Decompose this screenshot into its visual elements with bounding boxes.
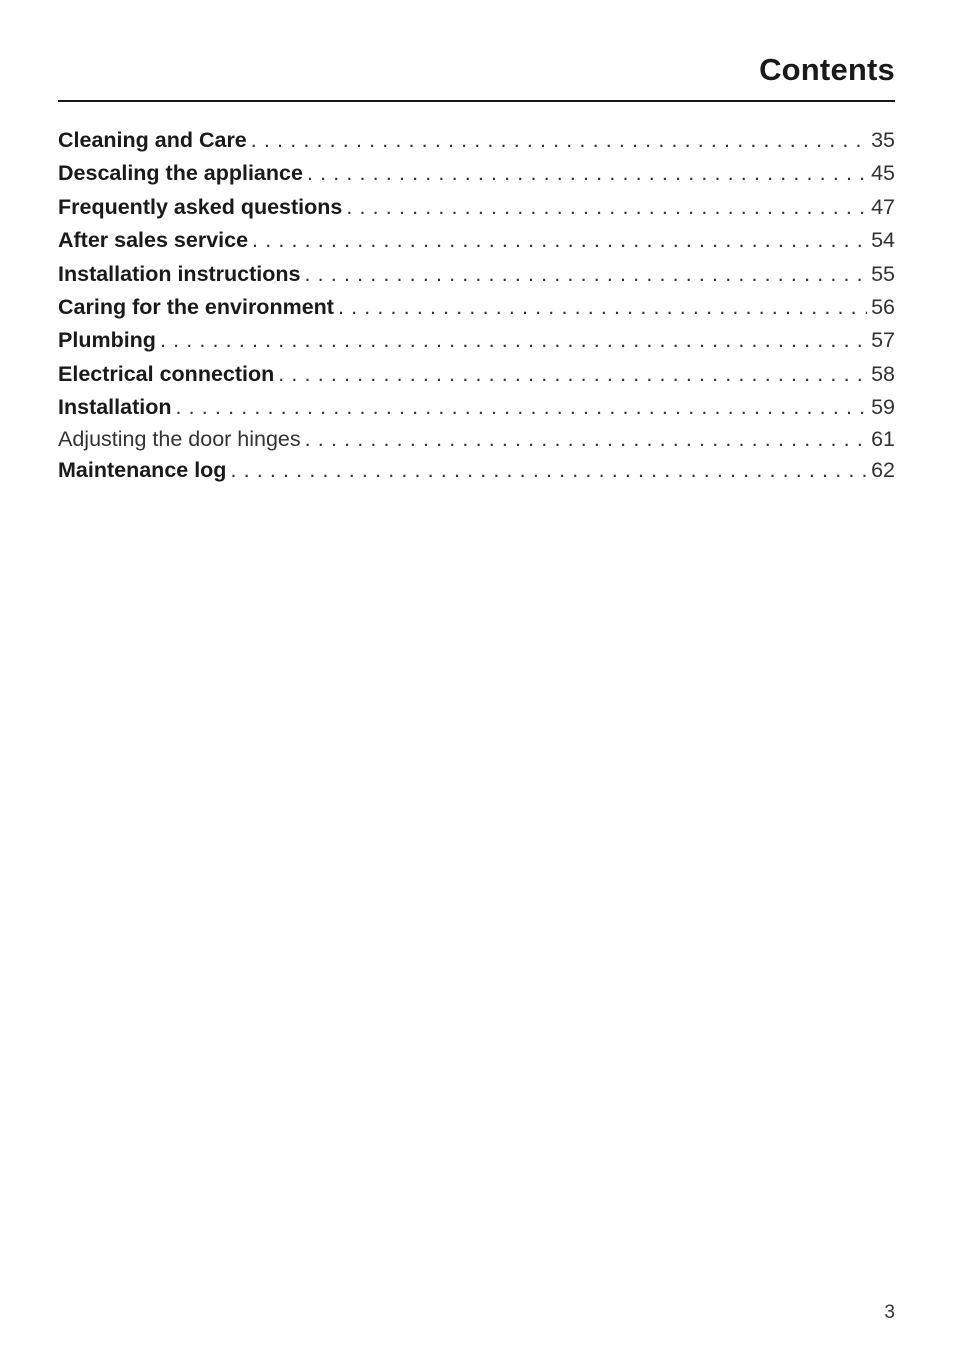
toc-entry-label: Cleaning and Care bbox=[58, 128, 247, 152]
toc-entry-label: Installation instructions bbox=[58, 261, 301, 286]
toc-entry-page: 47 bbox=[871, 194, 895, 219]
toc-entry-label: Descaling the appliance bbox=[58, 161, 303, 186]
toc-entry[interactable] bbox=[58, 128, 895, 161]
toc-entry[interactable] bbox=[58, 362, 895, 395]
toc-entry-page: 35 bbox=[871, 128, 895, 152]
toc-entry-page: 61 bbox=[871, 426, 895, 451]
dot-leader bbox=[252, 228, 867, 253]
toc-entry-page: 59 bbox=[871, 395, 895, 420]
toc-entry-label: Electrical connection bbox=[58, 361, 275, 386]
page-title: Contents bbox=[759, 52, 895, 87]
toc-entry-label: Installation bbox=[58, 395, 172, 420]
toc-entry-label: Maintenance log bbox=[58, 458, 227, 483]
toc-entry-page: 56 bbox=[871, 294, 895, 319]
toc-entry-page: 57 bbox=[871, 328, 895, 353]
toc-entry-label: Adjusting the door hinges bbox=[58, 426, 301, 451]
toc-entry-page: 45 bbox=[871, 161, 895, 186]
toc-entry-page: 55 bbox=[871, 261, 895, 286]
dot-leader bbox=[305, 262, 868, 287]
table-of-contents bbox=[58, 128, 895, 491]
dot-leader bbox=[175, 395, 867, 420]
toc-entry[interactable] bbox=[58, 295, 895, 328]
toc-entry-label: Frequently asked questions bbox=[58, 194, 343, 219]
toc-entry[interactable] bbox=[58, 161, 895, 194]
toc-entry-label: Plumbing bbox=[58, 328, 156, 353]
dot-leader bbox=[278, 362, 867, 387]
page-number: 3 bbox=[884, 1302, 895, 1323]
toc-entry[interactable] bbox=[58, 458, 895, 491]
toc-entry[interactable] bbox=[58, 228, 895, 261]
dot-leader bbox=[305, 427, 867, 452]
dot-leader bbox=[346, 195, 867, 220]
toc-entry[interactable] bbox=[58, 195, 895, 228]
title-rule bbox=[58, 100, 895, 102]
toc-entry-page: 58 bbox=[871, 361, 895, 386]
toc-entry-page: 62 bbox=[871, 458, 895, 483]
dot-leader bbox=[251, 128, 867, 153]
toc-entry[interactable] bbox=[58, 395, 895, 428]
dot-leader bbox=[307, 161, 867, 186]
dot-leader bbox=[338, 295, 867, 320]
dot-leader bbox=[160, 328, 867, 353]
dot-leader bbox=[230, 458, 867, 483]
toc-entry-label: Caring for the environment bbox=[58, 294, 334, 319]
toc-entry-page: 54 bbox=[871, 228, 895, 253]
toc-entry[interactable] bbox=[58, 328, 895, 361]
toc-entry-label: After sales service bbox=[58, 228, 249, 253]
toc-entry[interactable] bbox=[58, 262, 895, 295]
toc-subentry[interactable] bbox=[58, 427, 895, 459]
